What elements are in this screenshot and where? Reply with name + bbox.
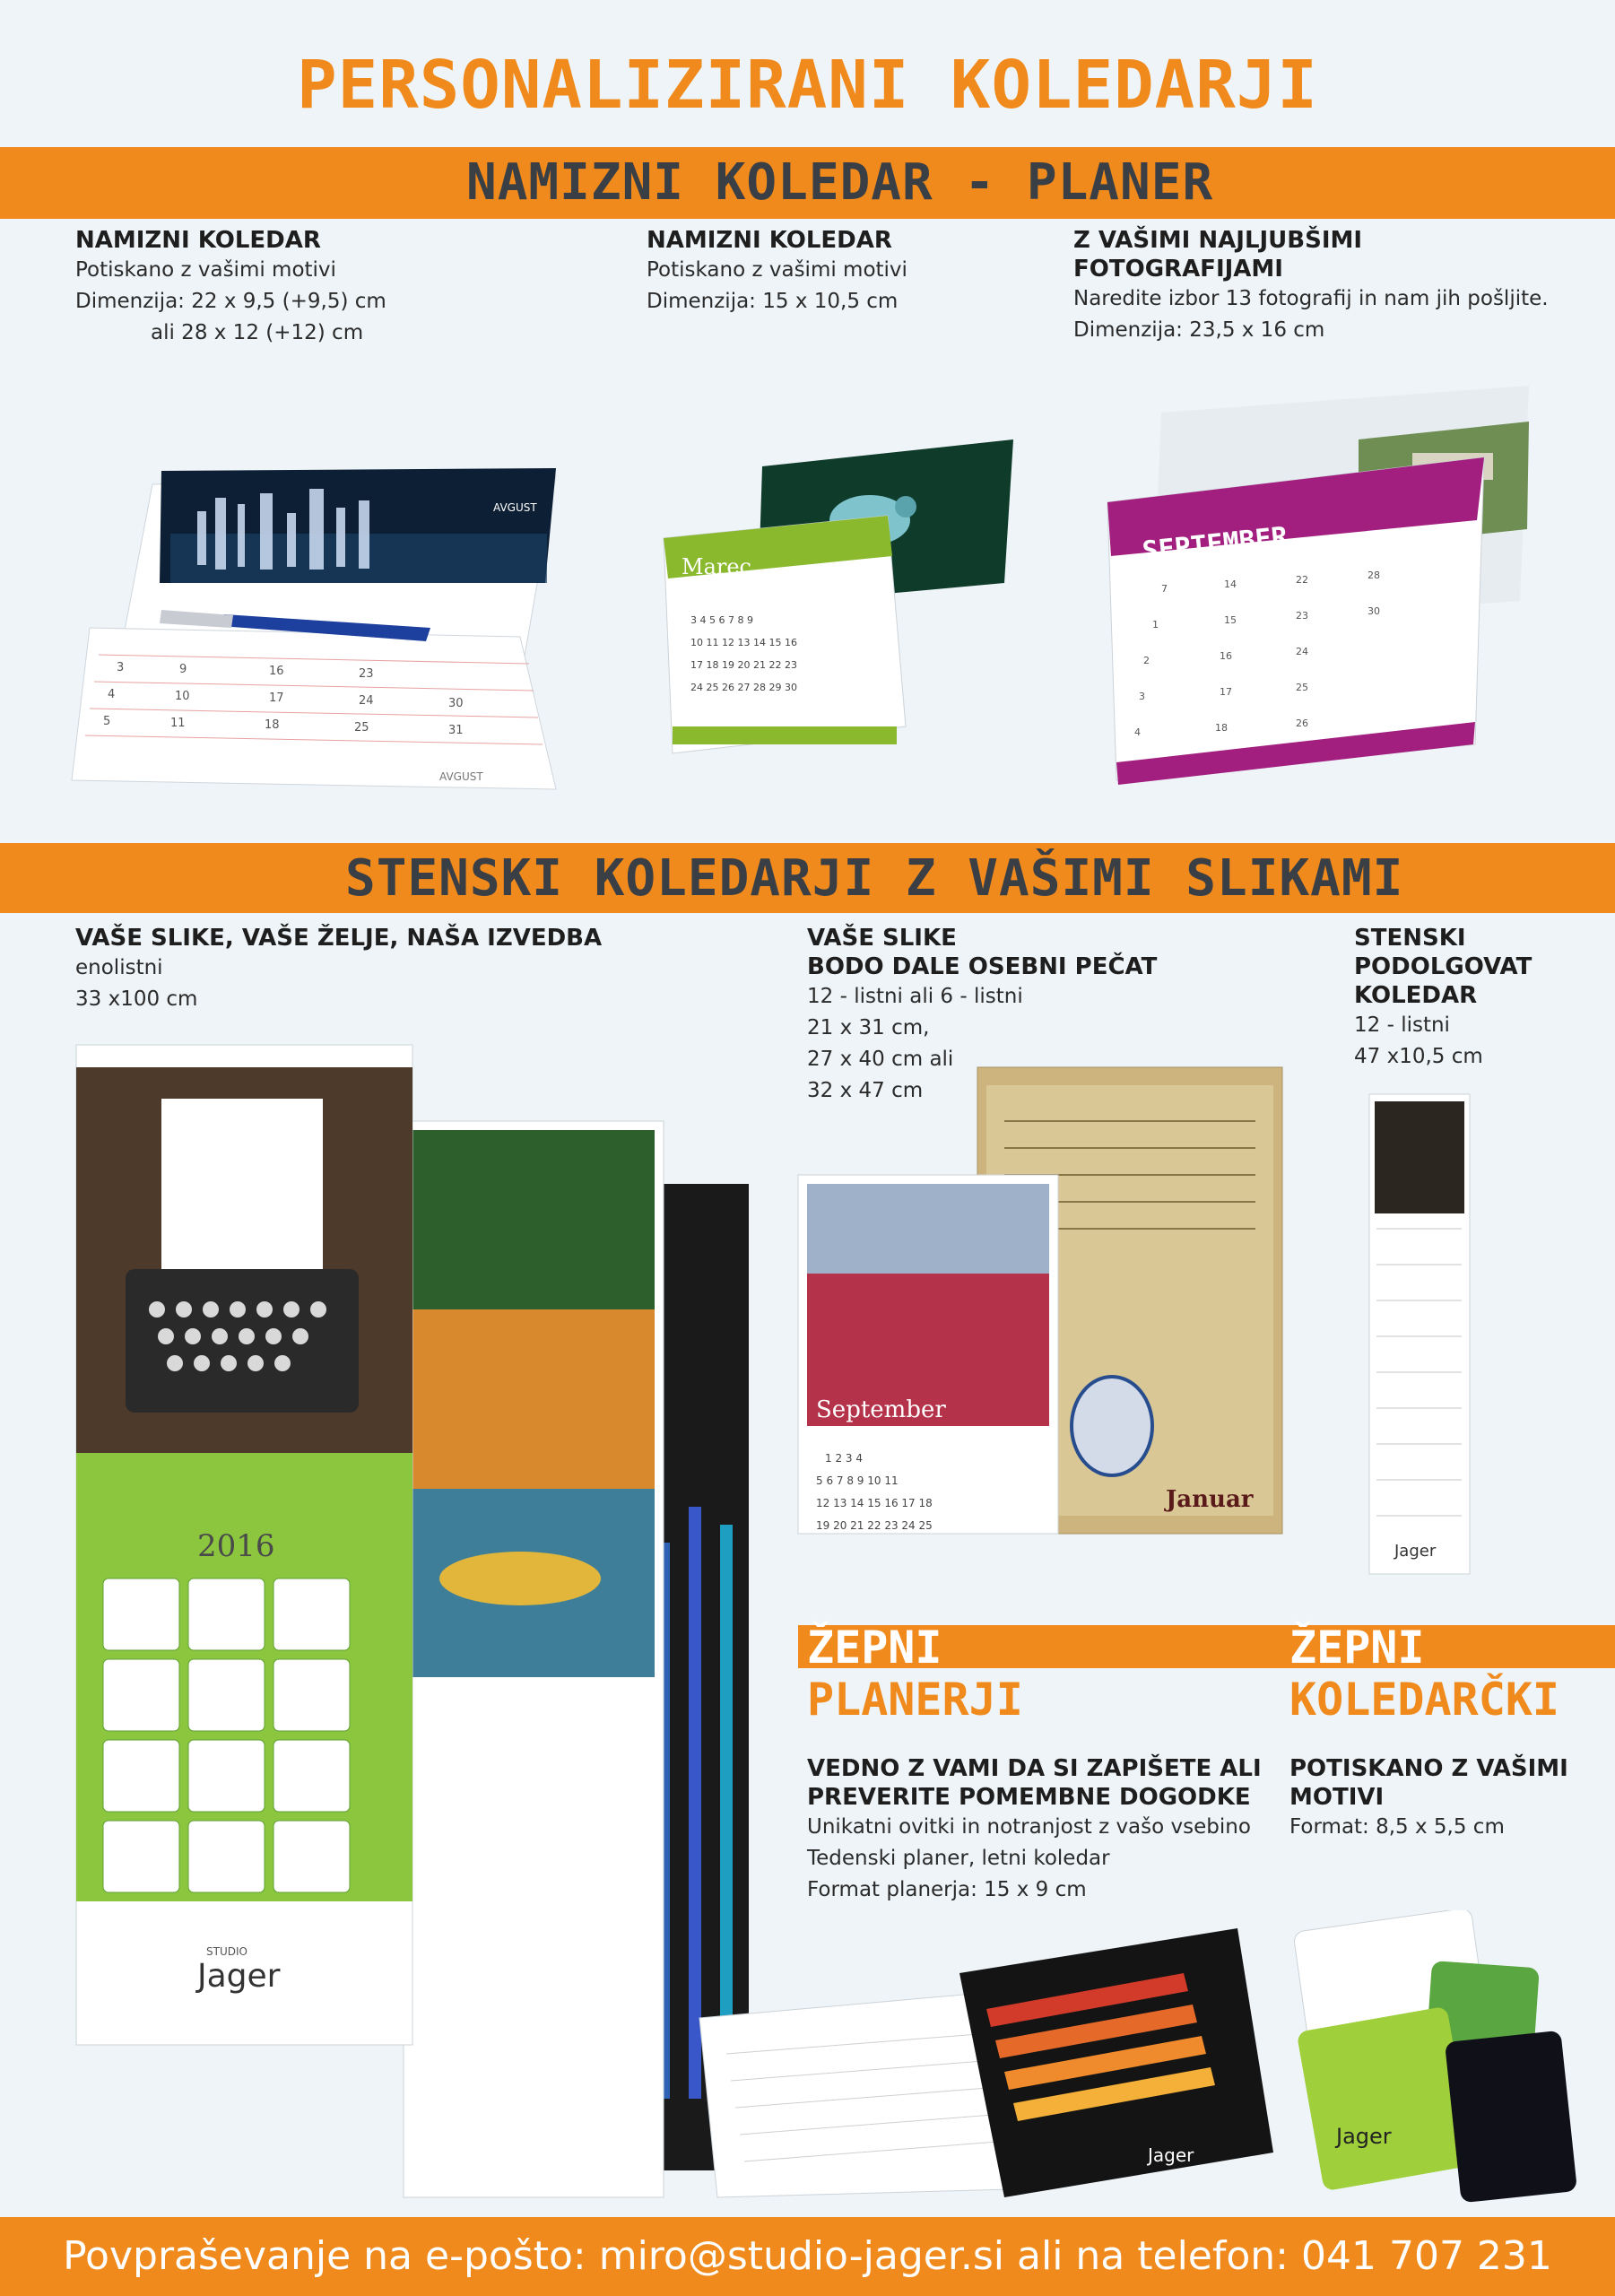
svg-text:15: 15 (1224, 614, 1237, 626)
svg-text:5 6 7 8 9 10 11: 5 6 7 8 9 10 11 (816, 1474, 899, 1487)
svg-text:7: 7 (1161, 583, 1168, 595)
svg-text:25: 25 (1296, 682, 1308, 693)
pocket-calendars-text (1289, 1754, 1594, 1843)
pocket-calendars-image (1282, 1910, 1587, 2206)
svg-text:19 20 21 22 23 24 25: 19 20 21 22 23 24 25 (816, 1519, 933, 1532)
pocket-calendars-title: ŽEPNI (1289, 1622, 1425, 1674)
svg-text:31: 31 (448, 724, 464, 737)
svg-text:1: 1 (1152, 619, 1159, 631)
product-line: 21 x 31 cm, (807, 1016, 930, 1039)
pocket-planners-title2: PLANERJI (807, 1674, 1023, 1726)
product-heading: FOTOGRAFIJAMI (1073, 256, 1283, 283)
svg-text:17: 17 (269, 691, 284, 705)
pocket-planner-image (682, 1910, 1291, 2206)
svg-text:AVGUST: AVGUST (439, 770, 483, 783)
svg-text:17: 17 (1220, 686, 1232, 698)
product-line: Format: 8,5 x 5,5 cm (1289, 1815, 1505, 1839)
desk-calendar-photo-image (1090, 368, 1574, 816)
section-band-title: NAMIZNI KOLEDAR - PLANER (466, 153, 1214, 212)
product-heading: NAMIZNI KOLEDAR (75, 227, 321, 254)
product-line: ali 28 x 12 (+12) cm (151, 321, 364, 344)
svg-text:24: 24 (1296, 646, 1308, 657)
svg-text:2: 2 (1143, 655, 1150, 666)
marec-label: Marec (682, 554, 751, 579)
wall-calendar-narrow-image (1368, 1085, 1475, 1578)
product-line: Potiskano z vašimi motivi (75, 258, 336, 282)
product-heading: BODO DALE OSEBNI PEČAT (807, 953, 1158, 980)
product-line: Unikatni ovitki in notranjost z vašo vsebino (807, 1815, 1251, 1839)
product-line: enolistni (75, 956, 163, 979)
desk-calendar-small-image (637, 430, 1022, 780)
desk-product-1 (75, 226, 577, 349)
svg-text:30: 30 (1368, 605, 1380, 617)
product-heading: VAŠE SLIKE, VAŠE ŽELJE, NAŠA IZVEDBA (75, 925, 603, 952)
svg-text:5: 5 (103, 715, 111, 728)
svg-text:16: 16 (1220, 650, 1232, 662)
section-band-title: STENSKI KOLEDARJI Z VAŠIMI SLIKAMI (345, 849, 1404, 908)
pocket-planners-text (807, 1754, 1273, 1906)
product-line: 12 - listni ali 6 - listni (807, 985, 1023, 1008)
svg-text:28: 28 (1368, 570, 1380, 581)
svg-text:30: 30 (448, 697, 464, 710)
svg-text:11: 11 (170, 717, 186, 730)
product-heading: STENSKI (1354, 925, 1466, 952)
desk-product-2 (647, 226, 1023, 317)
wall-product-3 (1354, 924, 1596, 1073)
svg-text:1 2 3 4: 1 2 3 4 (825, 1452, 863, 1465)
pocket-calendars-title2: KOLEDARČKI (1289, 1674, 1560, 1726)
svg-text:24: 24 (359, 694, 374, 708)
product-heading: KOLEDAR (1354, 982, 1478, 1009)
svg-text:10 11 12 13 14 15 16: 10 11 12 13 14 15 16 (690, 637, 797, 648)
brand-label: Jager (197, 1958, 281, 1995)
footer-contact: Povpraševanje na e-pošto: miro@studio-jager.si ali na telefon: 041 707 231 (0, 2217, 1615, 2296)
svg-text:17 18 19 20 21 22 23: 17 18 19 20 21 22 23 (690, 659, 797, 671)
svg-text:3: 3 (1139, 691, 1145, 702)
september-label: SEPTEMBER (1141, 521, 1289, 568)
product-line: 12 - listni (1354, 1013, 1450, 1037)
svg-text:3: 3 (117, 661, 125, 674)
svg-text:12 13 14 15 16 17 18: 12 13 14 15 16 17 18 (816, 1497, 933, 1509)
pocket-planners-subheading: VEDNO Z VAMI DA SI ZAPIŠETE ALI PREVERITE POMEMBNE DOGODKE (807, 1755, 1262, 1811)
studio-label: STUDIO (206, 1945, 247, 1958)
product-heading: NAMIZNI KOLEDAR (647, 227, 892, 254)
svg-text:10: 10 (175, 690, 190, 703)
svg-text:23: 23 (1296, 610, 1308, 622)
product-heading: VAŠE SLIKE (807, 925, 957, 952)
product-heading: Z VAŠIMI NAJLJUBŠIMI (1073, 227, 1363, 254)
svg-text:16: 16 (269, 665, 284, 678)
desk-product-3 (1073, 226, 1593, 346)
product-line: 47 x10,5 cm (1354, 1045, 1483, 1068)
wall-calendar-12-leaf-image (789, 1049, 1291, 1561)
svg-text:18: 18 (1215, 722, 1228, 734)
svg-text:26: 26 (1296, 718, 1308, 729)
svg-text:9: 9 (179, 663, 187, 676)
product-heading: PODOLGOVAT (1354, 953, 1533, 980)
januar-label: Januar (1166, 1486, 1254, 1513)
wall-product-1 (75, 924, 649, 1015)
product-line: Dimenzija: 15 x 10,5 cm (647, 290, 899, 313)
pocket-planners-title: ŽEPNI (807, 1622, 942, 1674)
product-line: Format planerja: 15 x 9 cm (807, 1878, 1087, 1901)
svg-text:24 25 26 27 28 29 30: 24 25 26 27 28 29 30 (690, 682, 797, 693)
svg-text:4: 4 (108, 688, 116, 701)
page-title: PERSONALIZIRANI KOLEDARJI (297, 47, 1318, 124)
product-line: 32 x 47 cm (807, 1079, 924, 1102)
product-line: 27 x 40 cm ali (807, 1048, 954, 1071)
product-line: Potiskano z vašimi motivi (647, 258, 907, 282)
svg-text:Jager: Jager (1336, 2124, 1392, 2149)
svg-text:4: 4 (1134, 726, 1141, 738)
svg-text:3 4 5 6 7 8 9: 3 4 5 6 7 8 9 (690, 614, 753, 626)
product-line: Dimenzija: 23,5 x 16 cm (1073, 318, 1325, 342)
product-line: Naredite izbor 13 fotografij in nam jih pošljite. (1073, 287, 1549, 310)
svg-text:Jager: Jager (1394, 1542, 1437, 1561)
product-line: Tedenski planer, letni koledar (807, 1847, 1110, 1870)
pocket-calendars-subheading: POTISKANO Z VAŠIMI MOTIVI (1289, 1755, 1568, 1811)
product-line: 33 x100 cm (75, 987, 198, 1011)
svg-text:Jager: Jager (1148, 2144, 1194, 2166)
product-line: Dimenzija: 22 x 9,5 (+9,5) cm (75, 290, 386, 313)
svg-text:22: 22 (1296, 574, 1308, 586)
september-wall-label: September (816, 1396, 946, 1423)
desk-calendar-planner-image (54, 448, 592, 816)
section-band-desk (0, 147, 1615, 219)
svg-text:25: 25 (354, 721, 369, 735)
wall-calendars-long-image (72, 1040, 753, 2296)
section-band-wall (0, 843, 1615, 913)
svg-text:14: 14 (1224, 578, 1237, 590)
year-label: 2016 (197, 1528, 275, 1564)
svg-text:23: 23 (359, 667, 374, 681)
svg-text:18: 18 (265, 718, 280, 732)
avgust-label: AVGUST (493, 501, 537, 514)
